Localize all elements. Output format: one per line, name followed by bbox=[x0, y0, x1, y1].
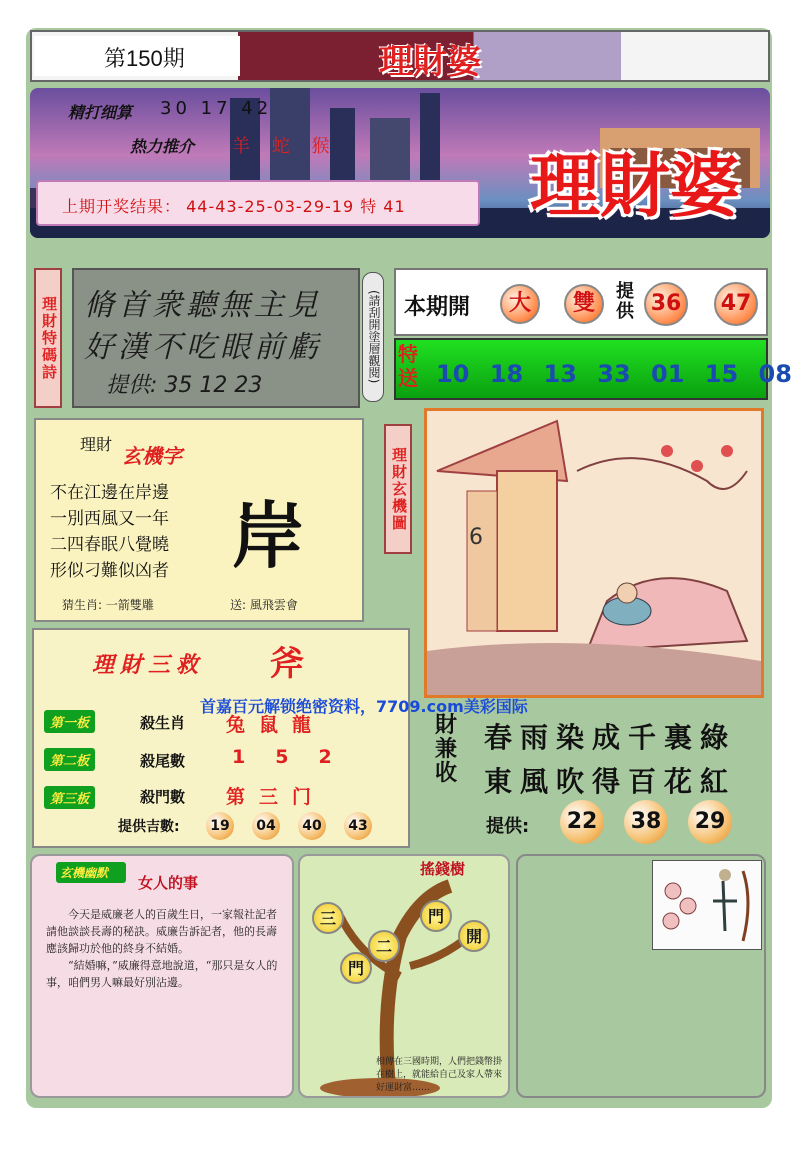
knives-title: 理財三救 bbox=[92, 653, 205, 678]
big-ball: 大 bbox=[500, 284, 540, 324]
poem-side-tag: 理財特碼詩 bbox=[34, 268, 62, 408]
mystery-foot-left: 猜生肖: 一箭雙雕 bbox=[62, 598, 154, 612]
tree-fruit: 門 bbox=[340, 952, 372, 984]
knife-tag-2: 第二板 bbox=[44, 748, 95, 771]
big-title: 理財婆 bbox=[530, 144, 740, 227]
mystery-prefix: 理財 bbox=[80, 435, 113, 454]
axe-icon: 斧 bbox=[270, 644, 304, 684]
picture-mark: 6 bbox=[469, 525, 483, 550]
knife-tag-1: 第一板 bbox=[44, 710, 95, 733]
open-number-2: 47 bbox=[714, 282, 758, 326]
scholar-painting bbox=[427, 411, 761, 695]
tree-fruit: 開 bbox=[458, 920, 490, 952]
open-label: 本期開 bbox=[404, 295, 471, 320]
mystery-line: 一別西風又一年 bbox=[50, 509, 169, 529]
poem-line-2: 好漢不吃眼前虧 bbox=[84, 330, 322, 365]
lucky-number: 04 bbox=[252, 812, 280, 840]
wealth-number: 29 bbox=[688, 800, 732, 844]
figure-sketch bbox=[653, 861, 761, 949]
last-result-value: 44-43-25-03-29-19 特 41 bbox=[186, 197, 406, 216]
story-paragraph: “結婚嘛，”威廉得意地說道，“那只是女人的事，咱們男人嘛最好別沾邊。 bbox=[46, 959, 278, 989]
mystery-picture bbox=[424, 408, 764, 698]
tree-fruit: 二 bbox=[368, 930, 400, 962]
special-label: 特送 bbox=[398, 342, 418, 390]
knife-tag-3: 第三板 bbox=[44, 786, 95, 809]
wealth-side: 財兼收 bbox=[434, 713, 457, 786]
open-number-1: 36 bbox=[644, 282, 688, 326]
mystery-line: 二四春眠八覺曉 bbox=[50, 535, 169, 555]
knife-label-3: 殺門數 bbox=[140, 788, 186, 806]
wealth-number: 38 bbox=[624, 800, 668, 844]
lucky-number: 40 bbox=[298, 812, 326, 840]
provide-label: 提供 bbox=[616, 281, 634, 322]
ad-link[interactable]: 首嘉百元解锁绝密资料，7709.com美彩国际 bbox=[200, 697, 528, 716]
mystery-label: 玄機字 bbox=[122, 444, 182, 468]
knife-value-2: 152 bbox=[232, 746, 362, 768]
knife-label-1: 殺生肖 bbox=[140, 714, 186, 732]
jingda-label: 精打细算 bbox=[68, 103, 133, 122]
poem-line-1: 脩首衆聽無主見 bbox=[84, 288, 322, 323]
knife-value-1: 兔鼠龍 bbox=[226, 714, 326, 736]
tree-fruit: 三 bbox=[312, 902, 344, 934]
header-title: 理財婆 bbox=[379, 42, 481, 82]
story-paragraph: 今天是威廉老人的百歲生日，一家報社記者請他談談長壽的秘訣。威廉告訴記者，他的長壽應該歸功於他的終身不結婚。 bbox=[46, 908, 277, 955]
mystery-char: 岸 bbox=[232, 493, 305, 578]
scratch-note: (請刮開塗層觀閱) bbox=[362, 272, 384, 402]
jingda-numbers: 30 17 42 bbox=[160, 98, 273, 119]
issue-number: 第150期 bbox=[34, 36, 240, 76]
relitui-label: 热力推介 bbox=[130, 137, 195, 156]
last-result bbox=[36, 180, 480, 226]
mystery-line: 不在江邊在岸邊 bbox=[50, 483, 169, 503]
knives-foot-label: 提供吉數: bbox=[118, 819, 180, 835]
poem-supply: 提供: 35 12 23 bbox=[106, 373, 263, 398]
knife-value-3: 第三门 bbox=[226, 786, 326, 808]
special-numbers: 10 18 13 33 01 15 08 bbox=[436, 360, 792, 388]
lucky-number: 19 bbox=[206, 812, 234, 840]
mystery-poem bbox=[50, 480, 169, 584]
mystery-foot-right: 送: 風飛雲會 bbox=[230, 598, 298, 612]
tree-fruit: 門 bbox=[420, 900, 452, 932]
lucky-number: 43 bbox=[344, 812, 372, 840]
knife-label-2: 殺尾數 bbox=[140, 752, 186, 770]
tree-text: 相傳在三國時期，人們把錢幣掛在樹上，就能給自己及家人帶來好運財富…… bbox=[376, 1057, 503, 1093]
story-tag: 玄機幽默 bbox=[56, 862, 126, 883]
relitui-value: 羊 蛇 猴 bbox=[232, 136, 338, 157]
wealth-line-1: 春雨染成千裏綠 bbox=[484, 721, 737, 754]
tree-title: 搖錢樹 bbox=[420, 860, 466, 878]
mini-illustration bbox=[652, 860, 762, 950]
wealth-number: 22 bbox=[560, 800, 604, 844]
wealth-supply: 提供: bbox=[486, 816, 530, 837]
picture-side-tag: 理財玄機圖 bbox=[384, 424, 412, 554]
story-title: 女人的事 bbox=[138, 874, 199, 892]
last-result-label: 上期开奖结果： bbox=[62, 197, 182, 216]
mystery-line: 形似刁難似凶者 bbox=[50, 561, 169, 581]
double-ball: 雙 bbox=[564, 284, 604, 324]
story-text bbox=[46, 906, 286, 991]
wealth-line-2: 東風吹得百花紅 bbox=[484, 765, 737, 798]
